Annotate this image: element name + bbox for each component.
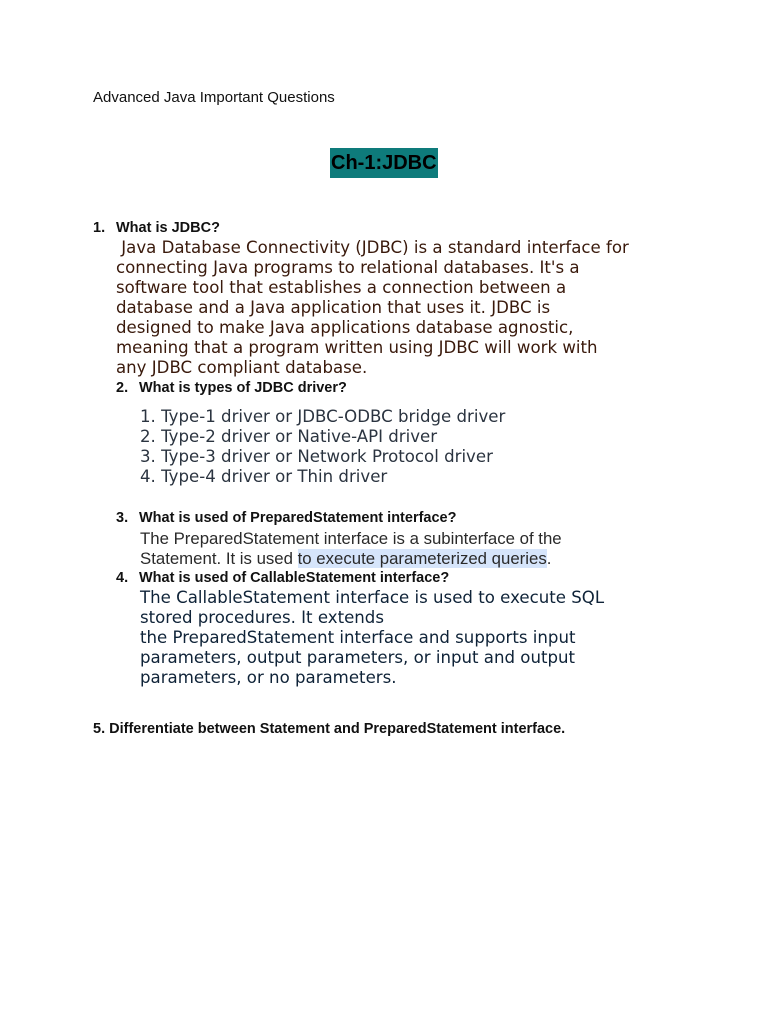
question-4-number: 4. — [116, 570, 129, 586]
highlighted-text: to execute parameterized queries — [297, 549, 547, 568]
answer-line: any JDBC compliant database. — [116, 358, 368, 377]
question-1-answer — [116, 238, 696, 378]
question-1 — [93, 218, 220, 238]
question-5-number: 5. — [93, 721, 106, 737]
question-4 — [116, 568, 449, 588]
question-1-number: 1. — [93, 220, 106, 236]
question-4-answer — [140, 588, 604, 688]
answer-line: designed to make Java applications database agnostic, — [116, 318, 574, 337]
question-2 — [116, 378, 347, 398]
document-title: Advanced Java Important Questions — [93, 89, 335, 106]
list-item: 2. Type-2 driver or Native-API driver — [140, 427, 438, 446]
answer-text: . — [546, 549, 552, 568]
question-3-number: 3. — [116, 510, 129, 526]
driver-types-list — [140, 407, 505, 487]
question-4-text: What is used of CallableStatement interface? — [139, 570, 450, 586]
chapter-heading: Ch-1:JDBC — [330, 148, 438, 178]
answer-text: Statement. It is used — [140, 549, 298, 568]
answer-line: the PreparedStatement interface and supports input — [140, 628, 576, 647]
answer-line: The PreparedStatement interface is a subinterface of the — [140, 529, 562, 548]
answer-line: The CallableStatement interface is used to execute SQL — [140, 588, 605, 607]
answer-line: database and a Java application that uses it. JDBC is — [116, 298, 551, 317]
answer-line: meaning that a program written using JDBC will work with — [116, 338, 598, 357]
answer-line: parameters, or no parameters. — [140, 668, 397, 687]
answer-line — [140, 549, 562, 569]
answer-line: parameters, output parameters, or input and output — [140, 648, 576, 667]
answer-line: Java Database Connectivity (JDBC) is a standard interface for — [116, 238, 629, 257]
question-5 — [93, 719, 565, 739]
question-3 — [116, 508, 456, 528]
list-item: 1. Type-1 driver or JDBC-ODBC bridge driver — [140, 407, 506, 426]
question-5-text: Differentiate between Statement and PreparedStatement interface. — [109, 721, 566, 737]
question-1-text: What is JDBC? — [116, 220, 220, 236]
answer-line: stored procedures. It extends — [140, 608, 384, 627]
answer-line: connecting Java programs to relational databases. It's a — [116, 258, 580, 277]
list-item: 4. Type-4 driver or Thin driver — [140, 467, 388, 486]
question-2-number: 2. — [116, 380, 129, 396]
question-3-text: What is used of PreparedStatement interface? — [139, 510, 457, 526]
list-item: 3. Type-3 driver or Network Protocol driver — [140, 447, 493, 466]
question-3-answer — [140, 529, 562, 569]
answer-line: software tool that establishes a connection between a — [116, 278, 567, 297]
question-2-text: What is types of JDBC driver? — [139, 380, 347, 396]
